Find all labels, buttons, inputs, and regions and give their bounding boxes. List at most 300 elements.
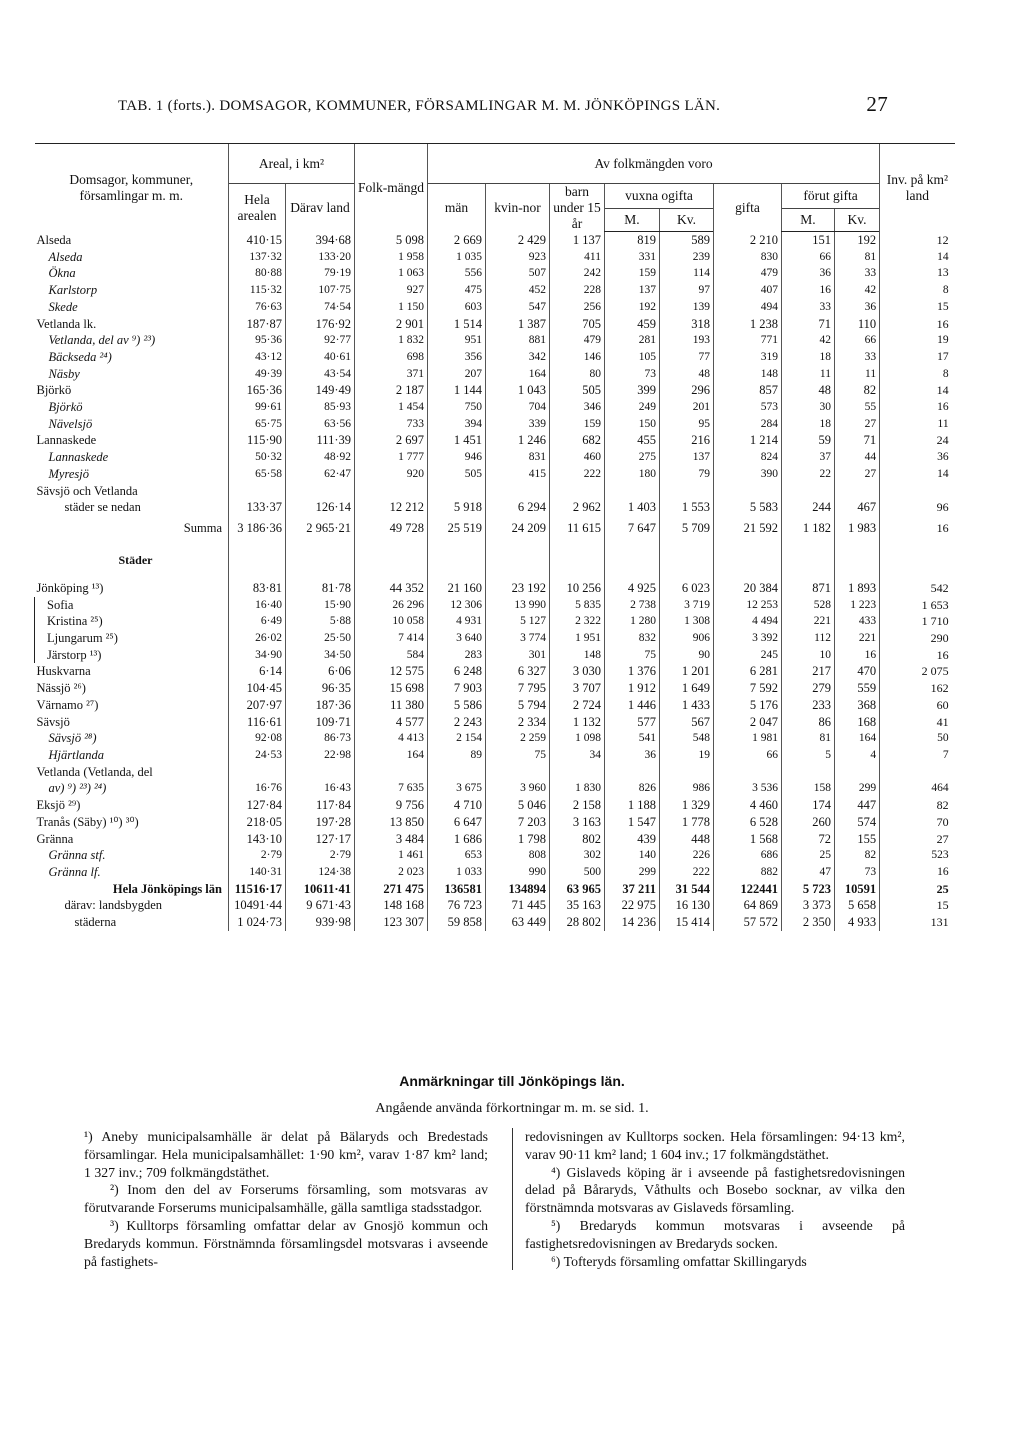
cell-kvinnor: 342 [486, 349, 550, 366]
cell-vuxna-ogifta-m [605, 540, 660, 580]
cell-folkmangd: 4 413 [355, 730, 428, 747]
cell-man: 6 647 [428, 814, 486, 831]
cell-forut-gifta-m [782, 483, 835, 500]
cell-folkmangd [355, 764, 428, 781]
cell-vuxna-ogifta-m: 299 [605, 864, 660, 881]
cell-darav-land: 133·20 [286, 249, 355, 266]
cell-inv-per-km2: 14 [880, 382, 955, 399]
cell-forut-gifta-m: 48 [782, 382, 835, 399]
cell-barn: 500 [550, 864, 605, 881]
cell-barn: 256 [550, 299, 605, 316]
cell-vuxna-ogifta-kv [660, 483, 714, 500]
cell-darav-land: 15·90 [286, 597, 355, 614]
cell-gifta: 12 253 [714, 597, 782, 614]
cell-vuxna-ogifta-m [605, 483, 660, 500]
cell-darav-land: 86·73 [286, 730, 355, 747]
cell-vuxna-ogifta-m: 1 912 [605, 680, 660, 697]
cell-kvinnor: 452 [486, 282, 550, 299]
cell-kvinnor: 7 795 [486, 680, 550, 697]
cell-man: 5 918 [428, 499, 486, 516]
cell-forut-gifta-kv: 467 [835, 499, 880, 516]
table-row [35, 516, 955, 540]
cell-forut-gifta-kv: 36 [835, 299, 880, 316]
table-row [35, 483, 955, 500]
cell-vuxna-ogifta-m: 1 403 [605, 499, 660, 516]
cell-forut-gifta-kv: 81 [835, 249, 880, 266]
cell-darav-land: 176·92 [286, 316, 355, 333]
table-row [35, 847, 955, 864]
cell-folkmangd: 2 023 [355, 864, 428, 881]
cell-vuxna-ogifta-kv: 1 308 [660, 613, 714, 630]
row-label: Vetlanda lk. [36, 316, 97, 331]
row-label: Städer [118, 552, 153, 567]
cell-barn: 228 [550, 282, 605, 299]
cell-folkmangd: 1 958 [355, 249, 428, 266]
cell-forut-gifta-m: 174 [782, 797, 835, 814]
cell-hela-arealen: 143·10 [229, 831, 286, 848]
cell-man [428, 764, 486, 781]
cell-forut-gifta-m: 16 [782, 282, 835, 299]
cell-vuxna-ogifta-m: 150 [605, 416, 660, 433]
cell-forut-gifta-kv: 82 [835, 847, 880, 864]
cell-hela-arealen: 43·12 [229, 349, 286, 366]
cell-inv-per-km2: 15 [880, 299, 955, 316]
cell-darav-land: 92·77 [286, 332, 355, 349]
cell-darav-land: 16·43 [286, 780, 355, 797]
cell-man: 2 669 [428, 232, 486, 249]
table-row [35, 416, 955, 433]
cell-barn: 2 158 [550, 797, 605, 814]
cell-folkmangd: 2 697 [355, 432, 428, 449]
row-label: Eksjö ²⁹) [36, 798, 81, 813]
cell-forut-gifta-kv: 4 933 [835, 914, 880, 931]
cell-vuxna-ogifta-kv: 16 130 [660, 897, 714, 914]
cell-vuxna-ogifta-m: 1 547 [605, 814, 660, 831]
cell-kvinnor: 1 387 [486, 316, 550, 333]
cell-barn: 10 256 [550, 580, 605, 597]
cell-forut-gifta-m: 47 [782, 864, 835, 881]
cell-vuxna-ogifta-kv: 906 [660, 630, 714, 647]
cell-inv-per-km2: 70 [880, 814, 955, 831]
cell-barn: 3 030 [550, 663, 605, 680]
cell-vuxna-ogifta-kv: 986 [660, 780, 714, 797]
cell-barn: 1 830 [550, 780, 605, 797]
cell-forut-gifta-m: 233 [782, 697, 835, 714]
table-header [35, 144, 955, 232]
cell-hela-arealen: 92·08 [229, 730, 286, 747]
cell-forut-gifta-m: 30 [782, 399, 835, 416]
cell-barn: 3 163 [550, 814, 605, 831]
cell-gifta: 6 281 [714, 663, 782, 680]
cell-inv-per-km2: 11 [880, 416, 955, 433]
cell-inv-per-km2 [880, 483, 955, 500]
cell-folkmangd: 13 850 [355, 814, 428, 831]
cell-barn: 1 098 [550, 730, 605, 747]
cell-barn: 802 [550, 831, 605, 848]
cell-folkmangd: 2 901 [355, 316, 428, 333]
cell-gifta: 1 568 [714, 831, 782, 848]
cell-inv-per-km2: 523 [880, 847, 955, 864]
footnote-paragraph: ³) Kulltorps församling omfattar delar av Gnosjö kommun och Bredaryds kommun. Förstnämnda församlingsdel motsvaras i avseende på fastighets- [84, 1217, 488, 1269]
cell-gifta: 5 583 [714, 499, 782, 516]
cell-kvinnor: 3 960 [486, 780, 550, 797]
cell-folkmangd: 1 150 [355, 299, 428, 316]
table-row [35, 764, 955, 781]
cell-inv-per-km2: 41 [880, 714, 955, 731]
cell-barn: 222 [550, 466, 605, 483]
row-label: Ökna [48, 266, 76, 281]
cell-gifta: 494 [714, 299, 782, 316]
row-label: Värnamo ²⁷) [36, 697, 99, 712]
cell-gifta: 573 [714, 399, 782, 416]
header-hela-arealen: Hela arealen [229, 184, 286, 232]
cell-barn: 505 [550, 382, 605, 399]
cell-folkmangd: 3 484 [355, 831, 428, 848]
cell-gifta [714, 483, 782, 500]
cell-hela-arealen: 410·15 [229, 232, 286, 249]
cell-forut-gifta-m: 86 [782, 714, 835, 731]
cell-darav-land: 6·06 [286, 663, 355, 680]
cell-folkmangd: 49 728 [355, 516, 428, 540]
cell-folkmangd: 733 [355, 416, 428, 433]
cell-man: 3 675 [428, 780, 486, 797]
cell-forut-gifta-kv: 1 893 [835, 580, 880, 597]
cell-vuxna-ogifta-m: 1 446 [605, 697, 660, 714]
cell-barn: 80 [550, 366, 605, 383]
cell-inv-per-km2: 1 653 [880, 597, 955, 614]
cell-hela-arealen [229, 483, 286, 500]
table-row [35, 332, 955, 349]
cell-inv-per-km2: 15 [880, 897, 955, 914]
cell-gifta: 882 [714, 864, 782, 881]
cell-forut-gifta-kv: 368 [835, 697, 880, 714]
cell-inv-per-km2: 131 [880, 914, 955, 931]
cell-gifta: 20 384 [714, 580, 782, 597]
header-inv: Inv. på km² land [880, 144, 955, 232]
cell-man: 76 723 [428, 897, 486, 914]
table-row [35, 831, 955, 848]
cell-gifta: 1 214 [714, 432, 782, 449]
cell-man: 6 248 [428, 663, 486, 680]
cell-forut-gifta-m: 244 [782, 499, 835, 516]
cell-gifta: 3 536 [714, 780, 782, 797]
cell-hela-arealen: 26·02 [229, 630, 286, 647]
header-vuxna-ogifta: vuxna ogifta [605, 184, 714, 209]
cell-man: 946 [428, 449, 486, 466]
row-label: Björkö [48, 400, 83, 415]
cell-forut-gifta-kv: 4 [835, 747, 880, 764]
cell-vuxna-ogifta-kv: 296 [660, 382, 714, 399]
page-number: 27 [866, 92, 888, 116]
cell-hela-arealen: 133·37 [229, 499, 286, 516]
cell-vuxna-ogifta-m: 577 [605, 714, 660, 731]
footnotes-left-column [84, 1128, 488, 1270]
cell-forut-gifta-m: 66 [782, 249, 835, 266]
cell-inv-per-km2: 16 [880, 647, 955, 664]
cell-vuxna-ogifta-kv: 90 [660, 647, 714, 664]
cell-forut-gifta-kv: 470 [835, 663, 880, 680]
cell-gifta: 407 [714, 282, 782, 299]
cell-hela-arealen: 127·84 [229, 797, 286, 814]
cell-darav-land: 2·79 [286, 847, 355, 864]
cell-vuxna-ogifta-kv: 139 [660, 299, 714, 316]
cell-kvinnor [486, 540, 550, 580]
cell-inv-per-km2: 24 [880, 432, 955, 449]
cell-folkmangd: 1 777 [355, 449, 428, 466]
cell-hela-arealen [229, 764, 286, 781]
cell-man: 4 931 [428, 613, 486, 630]
cell-darav-land: 5·88 [286, 613, 355, 630]
cell-forut-gifta-m: 71 [782, 316, 835, 333]
table-row [35, 680, 955, 697]
cell-forut-gifta-m: 72 [782, 831, 835, 848]
cell-vuxna-ogifta-kv: 1 649 [660, 680, 714, 697]
cell-hela-arealen: 65·58 [229, 466, 286, 483]
header-forut-kv: Kv. [835, 209, 880, 232]
cell-man: 3 640 [428, 630, 486, 647]
cell-kvinnor: 134894 [486, 881, 550, 898]
cell-darav-land: 197·28 [286, 814, 355, 831]
cell-vuxna-ogifta-m: 275 [605, 449, 660, 466]
table-row [35, 432, 955, 449]
cell-gifta: 64 869 [714, 897, 782, 914]
cell-forut-gifta-m: 221 [782, 613, 835, 630]
cell-folkmangd: 10 058 [355, 613, 428, 630]
cell-gifta: 2 210 [714, 232, 782, 249]
cell-gifta: 284 [714, 416, 782, 433]
cell-man: 207 [428, 366, 486, 383]
row-label: av) ⁹) ²³) ²⁴) [48, 781, 107, 796]
cell-forut-gifta-m: 18 [782, 416, 835, 433]
row-label: Alseda [36, 232, 72, 247]
cell-barn: 346 [550, 399, 605, 416]
cell-forut-gifta-kv: 10591 [835, 881, 880, 898]
cell-inv-per-km2: 60 [880, 697, 955, 714]
cell-inv-per-km2: 290 [880, 630, 955, 647]
cell-vuxna-ogifta-kv: 19 [660, 747, 714, 764]
table-row [35, 580, 955, 597]
cell-forut-gifta-m: 871 [782, 580, 835, 597]
cell-forut-gifta-kv: 433 [835, 613, 880, 630]
cell-forut-gifta-kv: 33 [835, 265, 880, 282]
table-row [35, 647, 955, 664]
cell-forut-gifta-m: 1 182 [782, 516, 835, 540]
cell-vuxna-ogifta-m: 331 [605, 249, 660, 266]
cell-inv-per-km2: 82 [880, 797, 955, 814]
cell-vuxna-ogifta-m: 105 [605, 349, 660, 366]
cell-hela-arealen: 24·53 [229, 747, 286, 764]
cell-vuxna-ogifta-m: 439 [605, 831, 660, 848]
cell-hela-arealen: 116·61 [229, 714, 286, 731]
cell-man: 21 160 [428, 580, 486, 597]
row-label: Alseda [48, 249, 83, 264]
cell-vuxna-ogifta-kv: 15 414 [660, 914, 714, 931]
table-row [35, 449, 955, 466]
cell-folkmangd: 1 454 [355, 399, 428, 416]
cell-hela-arealen: 83·81 [229, 580, 286, 597]
row-label: Myresjö [48, 466, 89, 481]
cell-folkmangd [355, 483, 428, 500]
cell-forut-gifta-kv: 27 [835, 466, 880, 483]
table-row [35, 316, 955, 333]
cell-man: 394 [428, 416, 486, 433]
cell-man: 356 [428, 349, 486, 366]
cell-kvinnor: 75 [486, 747, 550, 764]
cell-man: 1 035 [428, 249, 486, 266]
cell-vuxna-ogifta-kv: 137 [660, 449, 714, 466]
table-row [35, 897, 955, 914]
cell-darav-land: 127·17 [286, 831, 355, 848]
cell-kvinnor: 5 794 [486, 697, 550, 714]
cell-forut-gifta-m: 279 [782, 680, 835, 697]
header-areal: Areal, i km² [229, 144, 355, 184]
cell-man: 475 [428, 282, 486, 299]
table-row [35, 597, 955, 614]
cell-vuxna-ogifta-kv: 5 709 [660, 516, 714, 540]
cell-forut-gifta-kv: 1 223 [835, 597, 880, 614]
cell-gifta: 4 460 [714, 797, 782, 814]
row-label: Lannaskede [48, 450, 109, 465]
cell-gifta: 771 [714, 332, 782, 349]
cell-inv-per-km2: 464 [880, 780, 955, 797]
cell-darav-land: 2 965·21 [286, 516, 355, 540]
cell-barn: 2 724 [550, 697, 605, 714]
cell-forut-gifta-kv: 1 983 [835, 516, 880, 540]
cell-vuxna-ogifta-kv: 3 719 [660, 597, 714, 614]
cell-man: 12 306 [428, 597, 486, 614]
footnote-paragraph: ¹) Aneby municipalsamhälle är delat på Bälaryds och Bredestads församlingar. Hela municipalsamhället: 1·90 km², varav 1·87 km² land; 1 327 inv.; 709 folkmängdstäthet. [84, 1129, 488, 1180]
row-label: Karlstorp [48, 283, 98, 298]
cell-inv-per-km2: 162 [880, 680, 955, 697]
cell-folkmangd: 927 [355, 282, 428, 299]
cell-man [428, 483, 486, 500]
cell-kvinnor: 1 798 [486, 831, 550, 848]
cell-barn: 682 [550, 432, 605, 449]
table-row [35, 349, 955, 366]
cell-man: 1 514 [428, 316, 486, 333]
cell-barn: 2 962 [550, 499, 605, 516]
cell-vuxna-ogifta-m: 36 [605, 747, 660, 764]
row-label: städer se nedan [64, 500, 141, 515]
cell-forut-gifta-kv: 27 [835, 416, 880, 433]
cell-barn: 28 802 [550, 914, 605, 931]
cell-man: 59 858 [428, 914, 486, 931]
cell-gifta: 57 572 [714, 914, 782, 931]
row-label: Sävsjö och Vetlanda [36, 483, 138, 498]
cell-kvinnor: 71 445 [486, 897, 550, 914]
header-av-folkmangden: Av folkmängden voro [428, 144, 880, 184]
cell-vuxna-ogifta-kv: 97 [660, 282, 714, 299]
cell-hela-arealen: 104·45 [229, 680, 286, 697]
cell-inv-per-km2: 14 [880, 466, 955, 483]
cell-folkmangd: 148 168 [355, 897, 428, 914]
row-label: Lannaskede [36, 433, 97, 448]
cell-kvinnor: 990 [486, 864, 550, 881]
cell-kvinnor [486, 483, 550, 500]
cell-vuxna-ogifta-m: 7 647 [605, 516, 660, 540]
cell-hela-arealen: 99·61 [229, 399, 286, 416]
cell-vuxna-ogifta-m: 140 [605, 847, 660, 864]
cell-forut-gifta-kv: 66 [835, 332, 880, 349]
cell-forut-gifta-m: 37 [782, 449, 835, 466]
cell-darav-land [286, 540, 355, 580]
cell-barn: 1 137 [550, 232, 605, 249]
cell-kvinnor: 6 327 [486, 663, 550, 680]
cell-hela-arealen: 165·36 [229, 382, 286, 399]
cell-vuxna-ogifta-kv: 95 [660, 416, 714, 433]
cell-darav-land: 187·36 [286, 697, 355, 714]
cell-man: 505 [428, 466, 486, 483]
cell-gifta [714, 764, 782, 781]
cell-inv-per-km2: 13 [880, 265, 955, 282]
cell-man: 2 154 [428, 730, 486, 747]
cell-inv-per-km2: 1 710 [880, 613, 955, 630]
header-gifta: gifta [714, 184, 782, 232]
row-label: Jönköping ¹³) [36, 580, 104, 595]
cell-folkmangd: 44 352 [355, 580, 428, 597]
cell-darav-land: 62·47 [286, 466, 355, 483]
cell-hela-arealen: 137·32 [229, 249, 286, 266]
table-row [35, 747, 955, 764]
cell-folkmangd: 9 756 [355, 797, 428, 814]
cell-vuxna-ogifta-kv: 448 [660, 831, 714, 848]
row-label: Huskvarna [36, 664, 91, 679]
cell-kvinnor: 24 209 [486, 516, 550, 540]
cell-vuxna-ogifta-m: 1 280 [605, 613, 660, 630]
population-table [34, 143, 955, 931]
cell-vuxna-ogifta-m: 455 [605, 432, 660, 449]
cell-gifta: 66 [714, 747, 782, 764]
cell-hela-arealen: 80·88 [229, 265, 286, 282]
cell-forut-gifta-kv: 447 [835, 797, 880, 814]
cell-barn: 242 [550, 265, 605, 282]
cell-inv-per-km2: 19 [880, 332, 955, 349]
notes-subtitle: Angående använda förkortningar m. m. se sid. 1. [375, 1101, 649, 1116]
cell-forut-gifta-m: 5 [782, 747, 835, 764]
header-domsagor: Domsagor, kommuner, församlingar m. m. [35, 144, 229, 232]
cell-folkmangd [355, 540, 428, 580]
cell-gifta: 1 981 [714, 730, 782, 747]
cell-vuxna-ogifta-m: 4 925 [605, 580, 660, 597]
cell-hela-arealen: 218·05 [229, 814, 286, 831]
cell-vuxna-ogifta-kv: 589 [660, 232, 714, 249]
cell-darav-land: 124·38 [286, 864, 355, 881]
cell-man: 1 144 [428, 382, 486, 399]
cell-barn: 35 163 [550, 897, 605, 914]
table-row [35, 864, 955, 881]
cell-vuxna-ogifta-m [605, 764, 660, 781]
cell-darav-land: 117·84 [286, 797, 355, 814]
cell-inv-per-km2: 16 [880, 316, 955, 333]
cell-hela-arealen: 2·79 [229, 847, 286, 864]
cell-darav-land: 40·61 [286, 349, 355, 366]
running-title: TAB. 1 (forts.). DOMSAGOR, KOMMUNER, FÖRSAMLINGAR M. M. JÖNKÖPINGS LÄN. [118, 98, 721, 114]
cell-hela-arealen: 50·32 [229, 449, 286, 466]
cell-man: 653 [428, 847, 486, 864]
cell-folkmangd: 15 698 [355, 680, 428, 697]
cell-barn [550, 483, 605, 500]
cell-darav-land: 63·56 [286, 416, 355, 433]
cell-gifta: 830 [714, 249, 782, 266]
cell-barn: 302 [550, 847, 605, 864]
cell-kvinnor: 339 [486, 416, 550, 433]
row-label: Gränna [36, 831, 74, 846]
cell-hela-arealen: 140·31 [229, 864, 286, 881]
row-label: därav: landsbygden [64, 898, 163, 913]
row-label: Gränna stf. [48, 848, 106, 863]
table-row [35, 730, 955, 747]
cell-darav-land: 126·14 [286, 499, 355, 516]
